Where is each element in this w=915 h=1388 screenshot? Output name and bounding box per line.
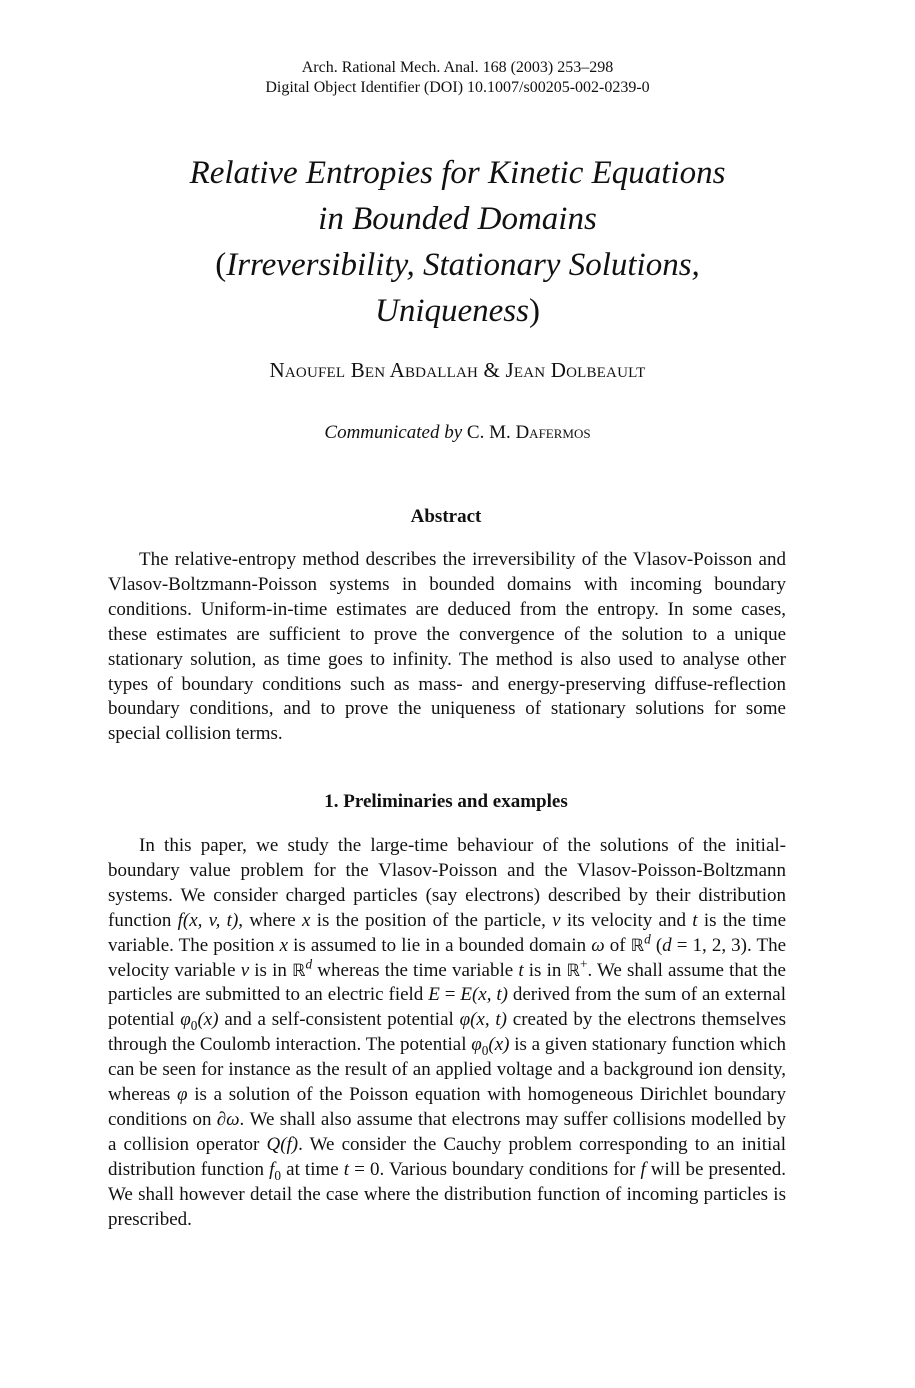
journal-citation: Arch. Rational Mech. Anal. 168 (2003) 253–298 xyxy=(301,59,614,76)
title-line-1: Relative Entropies for Kinetic Equations xyxy=(189,155,726,191)
title-line-4: Uniqueness) xyxy=(375,293,540,329)
doi-line: Digital Object Identifier (DOI) 10.1007/s00205-002-0239-0 xyxy=(265,79,650,96)
abstract-text: The relative-entropy method describes the irreversibility of the Vlasov-Poisson and Vlasov-Boltzmann-Poisson systems in bounded domains with incoming boundary conditions. Uniform-in-time estimates are deduced from the entropy. In some cases, these estimates are sufficient to prove the convergence of the solution to a unique stationary solution, as time goes to infinity. The method is also used to analyse other types of boundary conditions such as mass- and energy-preserving diffuse-reflection boundary conditions, and to prove the uniqueness of stationary solutions for some special collision terms. xyxy=(108,549,786,745)
section-heading: 1. Preliminaries and examples xyxy=(324,791,568,812)
paper-title xyxy=(100,150,815,334)
title-line-3: (Irreversibility, Stationary Solutions, xyxy=(215,247,700,283)
title-line-2: in Bounded Domains xyxy=(318,201,597,237)
intro-paragraph: In this paper, we study the large-time behaviour of the solutions of the initial-boundary value problem for the Vlasov-Poisson and the Vlasov-Poisson-Boltzmann systems. We consider charged particles (say electrons) described by their distribution function f(x, v, t), where x is the position of the particle, v its velocity and t is the time variable. The position x is assumed to lie in a bounded domain ω of ℝ$^d$ (d = 1, 2, 3). The velocity variable v is in ℝ$^d$ whereas the time variable t is in ℝ+. We shall assume that the particles are submitted to an electric field E = E(x, t) derived from the sum of an external potential $\varphi_0(x)$ and a self-consistent potential φ(x, t) created by the electrons themselves through the Coulomb interaction. The potential $\varphi_0(x)$ is a given stationary function which can be seen for instance as the result of an applied voltage and a background ion density, whereas φ is a solution of the Poisson equation with homogeneous Dirichlet boundary conditions on ∂ω. We shall also assume that electrons may suffer collisions modelled by a collision operator Q(f). We consider the Cauchy problem corresponding to an initial distribution function $f_0$ at time t = 0. Various boundary conditions for f will be presented. We shall however detail the case where the distribution function of incoming particles is prescribed. xyxy=(108,835,787,1230)
communicated-by: Communicated by C. M. Dafermos xyxy=(324,422,591,443)
authors: Naoufel Ben Abdallah & Jean Dolbeault xyxy=(269,358,646,382)
abstract-heading: Abstract xyxy=(410,506,482,527)
journal-header xyxy=(0,58,915,98)
